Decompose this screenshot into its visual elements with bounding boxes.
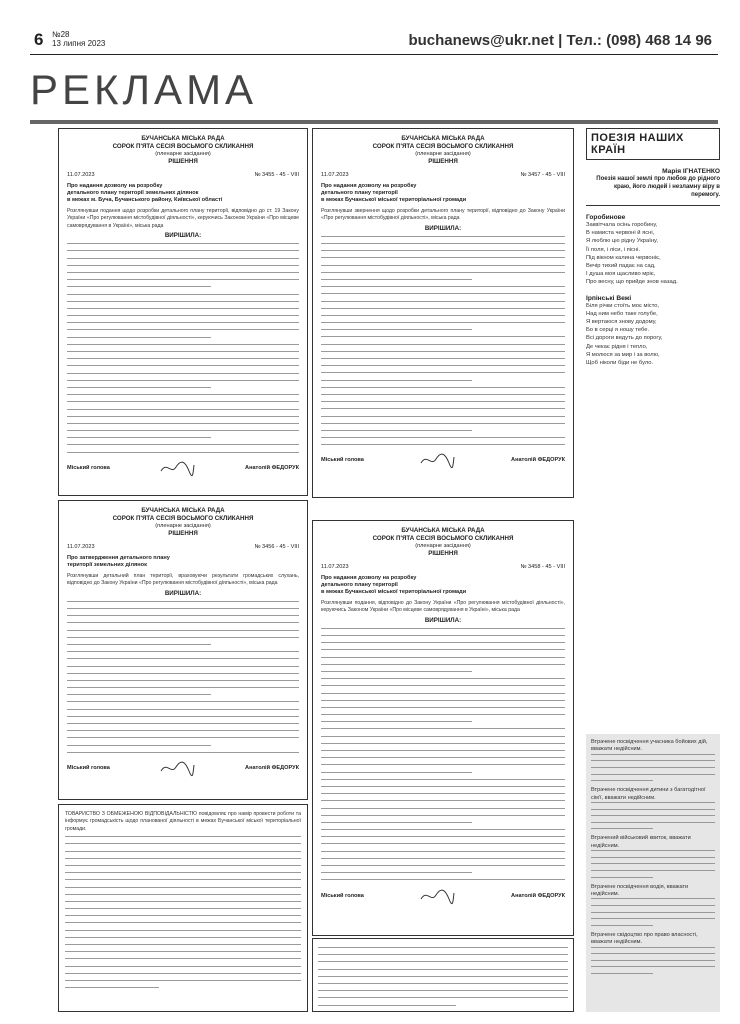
poem-title: Ірпінські Вежі bbox=[586, 294, 632, 302]
text-line bbox=[591, 953, 715, 954]
text-line bbox=[321, 257, 565, 258]
text-line bbox=[591, 767, 715, 768]
text-line bbox=[321, 872, 472, 873]
text-line bbox=[321, 308, 565, 309]
text-line bbox=[67, 373, 299, 374]
text-line bbox=[65, 958, 301, 959]
section-title: РЕКЛАМА bbox=[30, 66, 258, 113]
text-line bbox=[321, 430, 472, 431]
text-line bbox=[321, 836, 565, 837]
decision-date: 11.07.2023 bbox=[67, 172, 95, 178]
classified-notices bbox=[586, 734, 720, 1012]
notice-text: Втрачене посвідчення водія, вважати недійсним. bbox=[591, 883, 689, 897]
text-line bbox=[67, 615, 299, 616]
text-line bbox=[67, 694, 211, 695]
text-line bbox=[321, 336, 565, 337]
poetry-heading: ПОЕЗІЯ НАШИХ КРАЇН bbox=[586, 128, 720, 160]
text-line bbox=[591, 870, 715, 871]
text-line bbox=[65, 966, 301, 967]
header-contacts: buchanews@ukr.net | Тел.: (098) 468 14 96 bbox=[408, 32, 712, 49]
text-line bbox=[67, 394, 299, 395]
notice-text: Втрачений військовий квиток, вважати недійсним. bbox=[591, 835, 691, 849]
text-line bbox=[67, 250, 299, 251]
text-line bbox=[321, 408, 565, 409]
text-line bbox=[67, 272, 299, 273]
text-line bbox=[321, 764, 565, 765]
text-line bbox=[65, 894, 301, 895]
text-line bbox=[591, 947, 715, 948]
text-line bbox=[67, 279, 299, 280]
text-line bbox=[67, 301, 299, 302]
text-line bbox=[67, 737, 299, 738]
text-line bbox=[321, 772, 472, 773]
text-line bbox=[67, 401, 299, 402]
text-line bbox=[321, 779, 565, 780]
text-line bbox=[591, 918, 715, 919]
text-line bbox=[321, 635, 565, 636]
decision-subject: Про надання дозволу на розробку детального плану території земельних ділянок в межах м. Буча, Бучанського району, Київської області bbox=[67, 183, 223, 203]
text-line bbox=[67, 630, 299, 631]
signer-name: Анатолій ФЕДОРУК bbox=[511, 457, 565, 464]
text-line bbox=[321, 786, 565, 787]
text-line bbox=[321, 808, 565, 809]
council-decision bbox=[312, 520, 574, 936]
text-line bbox=[321, 685, 565, 686]
decision-preamble: Розглянувши звернення щодо розробки детального плану території, відповідно до Закону України «Про регулювання містобудівної діяльності», міська рада bbox=[321, 208, 565, 222]
decision-body bbox=[321, 628, 565, 881]
poetry-intro: Поезія нашої землі про любов до рідного краю, його людей і незламну віру в перемогу. bbox=[596, 176, 720, 198]
text-line bbox=[65, 851, 301, 852]
text-line bbox=[67, 709, 299, 710]
text-line bbox=[67, 409, 299, 410]
header-divider bbox=[30, 54, 718, 55]
text-line bbox=[591, 973, 653, 974]
decision-resolve: ВИРІШИЛА: bbox=[164, 232, 202, 240]
decision-kind: РІШЕННЯ bbox=[428, 550, 458, 557]
text-line bbox=[67, 365, 299, 366]
title-rule bbox=[30, 120, 718, 124]
text-line bbox=[318, 961, 568, 962]
decision-org: БУЧАНСЬКА МІСЬКА РАДА bbox=[141, 135, 225, 142]
text-line bbox=[65, 843, 301, 844]
text-line bbox=[67, 687, 299, 688]
text-line bbox=[321, 351, 565, 352]
text-line bbox=[321, 693, 565, 694]
company-notice-body bbox=[65, 836, 301, 988]
text-line bbox=[321, 678, 565, 679]
text-line bbox=[67, 423, 299, 424]
poem-title: Горобинове bbox=[586, 214, 626, 221]
text-line bbox=[591, 822, 715, 823]
text-line bbox=[67, 416, 299, 417]
notice-text: Втрачене посвідчення дитини з багатодітної сім'ї, вважати недійсним. bbox=[591, 787, 706, 801]
text-line bbox=[67, 452, 299, 453]
text-line bbox=[65, 973, 301, 974]
text-line bbox=[65, 887, 301, 888]
text-line bbox=[67, 430, 299, 431]
decision-session: СОРОК П'ЯТА СЕСІЯ ВОСЬМОГО СКЛИКАННЯ bbox=[112, 143, 254, 150]
text-line bbox=[318, 954, 568, 955]
text-line bbox=[67, 680, 299, 681]
notice-text: Втрачене свідоцтво про право власності, вважати недійсним. bbox=[591, 931, 698, 946]
text-line bbox=[321, 879, 565, 880]
text-line bbox=[321, 250, 565, 251]
signer-name: Анатолій ФЕДОРУК bbox=[511, 892, 565, 899]
signer-name: Анатолій ФЕДОРУК bbox=[245, 464, 299, 471]
text-line bbox=[321, 322, 565, 323]
text-line bbox=[591, 912, 715, 913]
decision-date: 11.07.2023 bbox=[321, 172, 349, 178]
issue-date: 13 липня 2023 bbox=[52, 39, 106, 48]
text-line bbox=[321, 315, 565, 316]
notice-item bbox=[591, 787, 715, 829]
text-line bbox=[65, 915, 301, 916]
text-line bbox=[321, 444, 565, 445]
text-line bbox=[67, 322, 299, 323]
text-line bbox=[321, 743, 565, 744]
decision-org: БУЧАНСЬКА МІСЬКА РАДА bbox=[401, 135, 485, 142]
signer-title: Міський голова bbox=[67, 764, 110, 771]
decision-org: БУЧАНСЬКА МІСЬКА РАДА bbox=[141, 507, 225, 514]
text-line bbox=[67, 637, 299, 638]
text-line bbox=[67, 444, 299, 445]
decision-number: № 3456 - 45 - VIII bbox=[254, 544, 299, 550]
text-line bbox=[67, 745, 211, 746]
text-line bbox=[321, 329, 472, 330]
text-line bbox=[67, 344, 299, 345]
decision-number: № 3455 - 45 - VIII bbox=[254, 172, 299, 178]
text-line bbox=[321, 865, 565, 866]
decision-preamble: Розглянувши подання, відповідно до Закону України «Про регулювання містобудівної діяльності», керуючись Законом України «Про місцеве самоврядування в Україні», міська рада bbox=[321, 600, 565, 614]
text-line bbox=[67, 673, 299, 674]
text-line bbox=[67, 387, 211, 388]
poetry-author: Марія ІГНАТЕНКО bbox=[662, 168, 720, 175]
text-line bbox=[67, 265, 299, 266]
decision-session: СОРОК П'ЯТА СЕСІЯ ВОСЬМОГО СКЛИКАННЯ bbox=[372, 143, 514, 150]
signature-image bbox=[419, 451, 455, 469]
text-line bbox=[321, 642, 565, 643]
decision-kind: РІШЕННЯ bbox=[168, 158, 198, 165]
text-line bbox=[321, 815, 565, 816]
text-line bbox=[321, 707, 565, 708]
decision-signature bbox=[321, 887, 565, 905]
decision-resolve: ВИРІШИЛА: bbox=[424, 616, 462, 624]
text-line bbox=[65, 987, 159, 988]
text-line bbox=[67, 752, 299, 753]
text-line bbox=[591, 925, 653, 926]
text-line bbox=[67, 308, 299, 309]
decision-subject: Про затвердження детального плану території земельних ділянок bbox=[67, 555, 170, 568]
text-line bbox=[321, 628, 565, 629]
text-line bbox=[65, 908, 301, 909]
text-line bbox=[321, 714, 565, 715]
text-line bbox=[65, 836, 301, 837]
decision-kind: РІШЕННЯ bbox=[168, 530, 198, 537]
text-line bbox=[318, 976, 568, 977]
text-line bbox=[321, 793, 565, 794]
page-number: 6 bbox=[34, 30, 44, 49]
text-line bbox=[321, 700, 565, 701]
signer-title: Міський голова bbox=[321, 457, 364, 464]
text-line bbox=[591, 828, 653, 829]
text-line bbox=[67, 243, 299, 244]
decision-body bbox=[67, 243, 299, 452]
decision-signature bbox=[67, 759, 299, 777]
decision-body bbox=[321, 236, 565, 445]
decision-signature bbox=[321, 451, 565, 469]
text-line bbox=[321, 279, 472, 280]
text-line bbox=[65, 865, 301, 866]
text-line bbox=[67, 258, 299, 259]
decision-date: 11.07.2023 bbox=[321, 564, 349, 570]
decision-part: (пленарне засідання) bbox=[415, 543, 471, 549]
council-decision bbox=[58, 128, 308, 496]
text-line bbox=[321, 671, 472, 672]
text-line bbox=[591, 960, 715, 961]
text-line bbox=[321, 293, 565, 294]
text-line bbox=[318, 990, 568, 991]
notice-item bbox=[591, 932, 715, 974]
text-line bbox=[318, 947, 568, 948]
council-decision bbox=[58, 500, 308, 800]
issue-info bbox=[52, 30, 105, 48]
text-line bbox=[321, 437, 565, 438]
text-line bbox=[321, 380, 472, 381]
text-line bbox=[321, 657, 565, 658]
decision-meta bbox=[321, 172, 565, 178]
text-line bbox=[321, 843, 565, 844]
decision-inner bbox=[313, 521, 573, 911]
text-line bbox=[65, 937, 301, 938]
text-line bbox=[67, 315, 299, 316]
decision-kind: РІШЕННЯ bbox=[428, 158, 458, 165]
notice-list bbox=[591, 739, 715, 974]
notice-text: Втрачене посвідчення учасника бойових дій, вважати недійсним. bbox=[591, 739, 708, 753]
text-line bbox=[321, 721, 472, 722]
text-line bbox=[67, 730, 299, 731]
text-line bbox=[321, 372, 565, 373]
text-line bbox=[65, 901, 301, 902]
bottom-notice bbox=[312, 938, 574, 1012]
text-line bbox=[591, 857, 715, 858]
decision-session: СОРОК П'ЯТА СЕСІЯ ВОСЬМОГО СКЛИКАННЯ bbox=[112, 515, 254, 522]
text-line bbox=[591, 802, 715, 803]
text-line bbox=[321, 750, 565, 751]
signer-title: Міський голова bbox=[321, 892, 364, 899]
text-line bbox=[67, 651, 299, 652]
decision-subject: Про надання дозволу на розробку детального плану території в межах Бучанської міської територіальної громади bbox=[321, 183, 467, 203]
text-line bbox=[318, 983, 568, 984]
signer-title: Міський голова bbox=[67, 464, 110, 471]
text-line bbox=[591, 966, 715, 967]
text-line bbox=[591, 754, 715, 755]
decision-inner bbox=[59, 501, 307, 783]
decision-date: 11.07.2023 bbox=[67, 544, 95, 550]
decision-inner bbox=[313, 129, 573, 475]
issue-number: №28 bbox=[52, 30, 70, 39]
poetry-column bbox=[586, 128, 720, 728]
signature-image bbox=[159, 459, 195, 477]
text-line bbox=[321, 301, 565, 302]
text-line bbox=[67, 358, 299, 359]
decision-subject: Про надання дозволу на розробку детального плану території в межах Бучанської міської територіальної громади bbox=[321, 575, 467, 595]
text-line bbox=[65, 858, 301, 859]
text-line bbox=[321, 822, 472, 823]
text-line bbox=[591, 760, 715, 761]
text-line bbox=[321, 858, 565, 859]
text-line bbox=[67, 380, 299, 381]
decision-resolve: ВИРІШИЛА: bbox=[424, 224, 462, 232]
text-line bbox=[591, 780, 653, 781]
text-line bbox=[591, 877, 653, 878]
text-line bbox=[318, 969, 568, 970]
text-line bbox=[321, 664, 565, 665]
text-line bbox=[65, 944, 301, 945]
text-line bbox=[321, 401, 565, 402]
text-line bbox=[65, 951, 301, 952]
notice-item bbox=[591, 884, 715, 926]
decision-number: № 3458 - 45 - VIII bbox=[520, 564, 565, 570]
text-line bbox=[321, 358, 565, 359]
company-notice bbox=[58, 804, 308, 1012]
decision-org: БУЧАНСЬКА МІСЬКА РАДА bbox=[401, 527, 485, 534]
company-notice-text: ТОВАРИСТВО З ОБМЕЖЕНОЮ ВІДПОВІДАЛЬНІСТЮ повідомляє про намір провести роботи та інформує громадськість щодо планованої діяльності в межах Бучанської міської територіальної громади. bbox=[65, 811, 301, 832]
text-line bbox=[67, 351, 299, 352]
decision-part: (пленарне засідання) bbox=[155, 151, 211, 157]
signature-image bbox=[419, 887, 455, 905]
text-line bbox=[321, 736, 565, 737]
poetry-divider bbox=[586, 205, 720, 206]
text-line bbox=[65, 930, 301, 931]
text-line bbox=[321, 728, 565, 729]
text-line bbox=[67, 701, 299, 702]
text-line bbox=[321, 265, 565, 266]
text-line bbox=[321, 851, 565, 852]
text-line bbox=[591, 850, 715, 851]
decision-preamble: Розглянувши подання щодо розробки детального плану території, відповідно до ст. 19 Закону України «Про регулювання містобудівної діяльності», керуючись Законом України «Про місцеве самоврядування в Україні», міська рада bbox=[67, 208, 299, 229]
decision-part: (пленарне засідання) bbox=[415, 151, 471, 157]
text-line bbox=[591, 815, 715, 816]
text-line bbox=[591, 905, 715, 906]
text-line bbox=[318, 997, 568, 998]
text-line bbox=[67, 644, 211, 645]
text-line bbox=[67, 329, 299, 330]
text-line bbox=[321, 394, 565, 395]
decision-meta bbox=[67, 172, 299, 178]
decision-meta bbox=[67, 544, 299, 550]
decision-part: (пленарне засідання) bbox=[155, 523, 211, 529]
text-line bbox=[321, 649, 565, 650]
text-line bbox=[321, 365, 565, 366]
poem-text: Біля річки стоїть моє місто, Над ним небо таке голубе, Я вертаюся знову додому, Бо в серці я ношу тебе. Всі дороги ведуть до порогу, Де чекає рідня і тепло, Я молюся за мир і за волю, Щоб ніколи біди не було. bbox=[586, 302, 663, 367]
decision-signature bbox=[67, 459, 299, 477]
text-line bbox=[321, 236, 565, 237]
text-line bbox=[67, 666, 299, 667]
text-line bbox=[321, 800, 565, 801]
text-line bbox=[67, 294, 299, 295]
text-line bbox=[321, 272, 565, 273]
text-line bbox=[67, 658, 299, 659]
poem-text: Заквітчала осінь горобину, В намиста червоні й ясні, Я люблю цю рідну Україну, Її поля, і ліси, і пісні. Під вікном калина червоніє, Вечір тихий падає на сад, І душа моя щасливо мріє, Про весну, що прийде знов назад. bbox=[586, 222, 678, 286]
text-line bbox=[65, 879, 301, 880]
text-line bbox=[67, 437, 211, 438]
text-line bbox=[67, 601, 299, 602]
text-line bbox=[67, 608, 299, 609]
council-decision bbox=[312, 128, 574, 498]
text-line bbox=[65, 922, 301, 923]
decision-resolve: ВИРІШИЛА: bbox=[164, 589, 202, 597]
signature-image bbox=[159, 759, 195, 777]
text-line bbox=[321, 423, 565, 424]
bottom-notice-body bbox=[318, 947, 568, 1006]
decision-body bbox=[67, 601, 299, 753]
decision-number: № 3457 - 45 - VIII bbox=[520, 172, 565, 178]
text-line bbox=[318, 1005, 456, 1006]
text-line bbox=[321, 757, 565, 758]
decision-session: СОРОК П'ЯТА СЕСІЯ ВОСЬМОГО СКЛИКАННЯ bbox=[372, 535, 514, 542]
text-line bbox=[591, 774, 715, 775]
decision-meta bbox=[321, 564, 565, 570]
text-line bbox=[591, 898, 715, 899]
decision-preamble: Розглянувши детальний план території, враховуючи результати громадських слухань, відповідно до Закону України «Про регулювання містобудівної діяльності», міська рада bbox=[67, 573, 299, 587]
text-line bbox=[65, 872, 301, 873]
text-line bbox=[321, 416, 565, 417]
text-line bbox=[67, 622, 299, 623]
decision-inner bbox=[59, 129, 307, 483]
text-line bbox=[65, 980, 301, 981]
text-line bbox=[321, 829, 565, 830]
signer-name: Анатолій ФЕДОРУК bbox=[245, 764, 299, 771]
text-line bbox=[321, 387, 565, 388]
text-line bbox=[591, 809, 715, 810]
text-line bbox=[591, 863, 715, 864]
text-line bbox=[321, 243, 565, 244]
text-line bbox=[321, 286, 565, 287]
text-line bbox=[321, 344, 565, 345]
text-line bbox=[67, 716, 299, 717]
text-line bbox=[67, 337, 211, 338]
notice-item bbox=[591, 835, 715, 877]
text-line bbox=[67, 723, 299, 724]
text-line bbox=[67, 286, 211, 287]
notice-item bbox=[591, 739, 715, 781]
